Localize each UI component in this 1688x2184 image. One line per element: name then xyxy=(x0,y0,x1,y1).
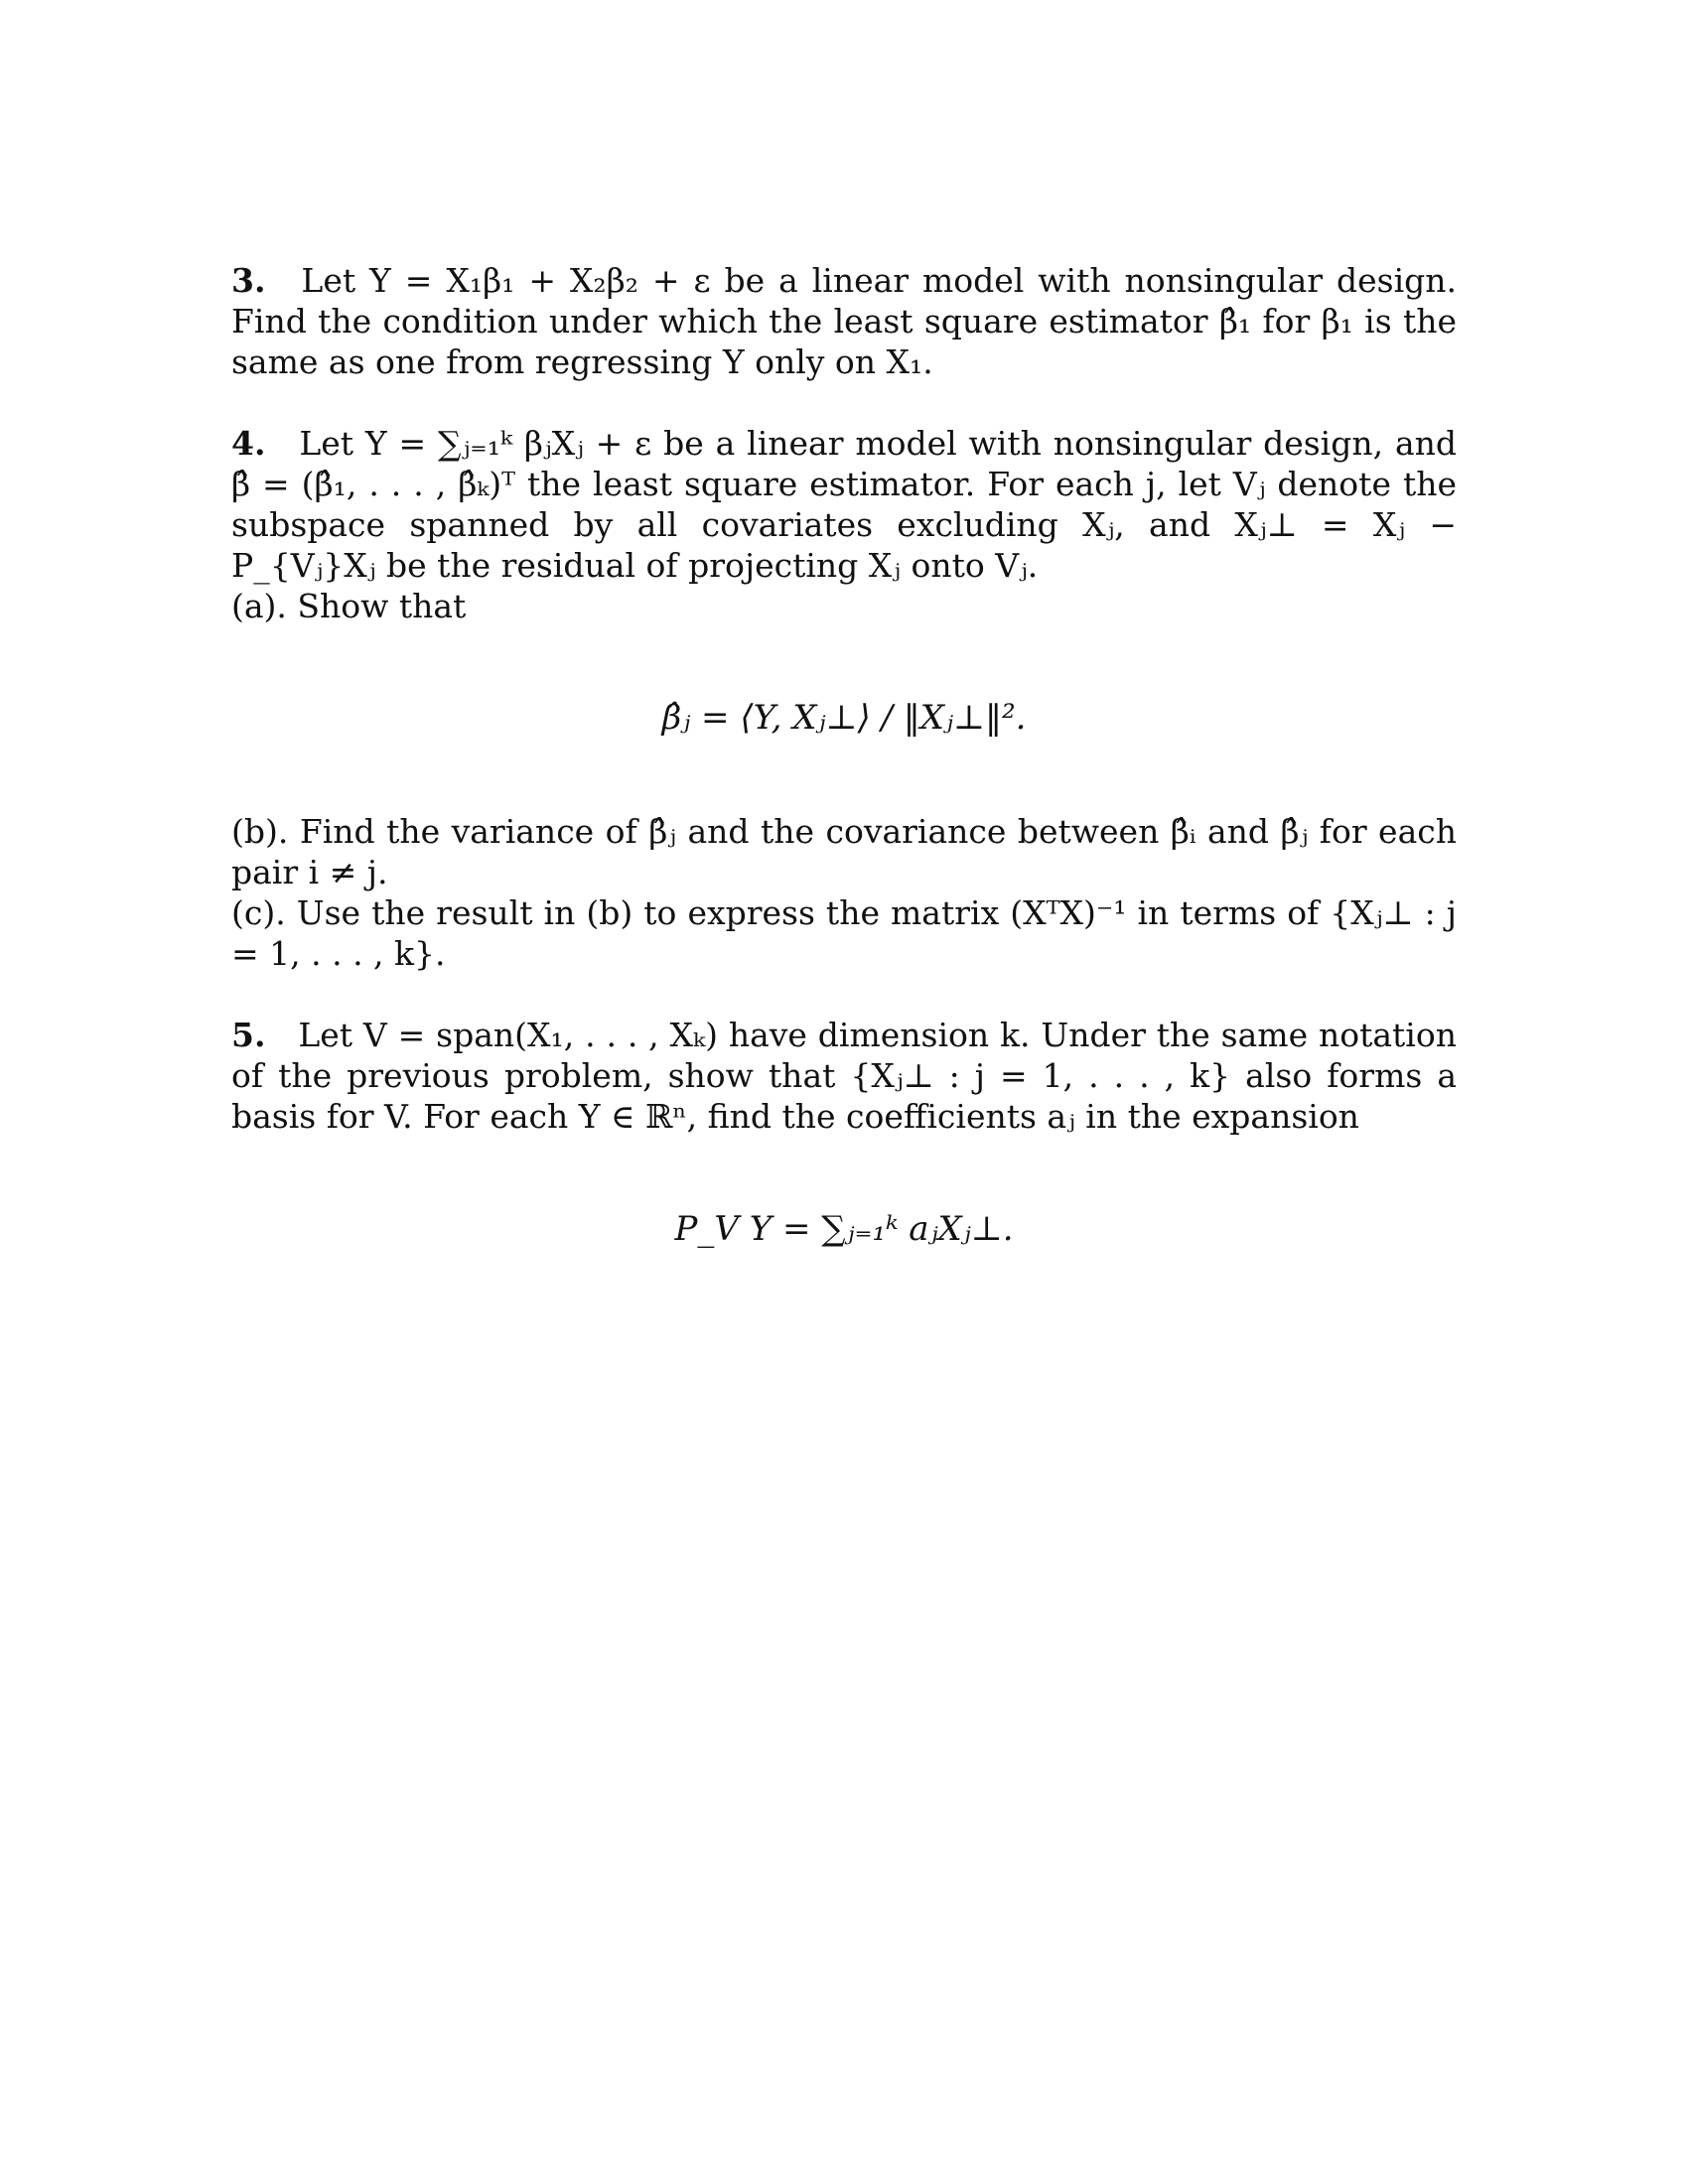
problem-4-number: 4. xyxy=(231,424,266,463)
problem-3-text: Let Y = X₁β₁ + X₂β₂ + ε be a linear model with nonsingular design. Find the condition under which the least square estimator β̂₁ for β₁ is the same as one from regressing Y only on X₁. xyxy=(231,261,1457,381)
equation-beta-hat-j: β̂ⱼ = ⟨Y, Xⱼ⊥⟩ / ‖Xⱼ⊥‖². xyxy=(661,698,1027,738)
equation-projection-expansion: P_V Y = ∑ⱼ₌₁ᵏ aⱼXⱼ⊥. xyxy=(674,1209,1014,1249)
problem-5 xyxy=(231,1015,1457,1137)
problem-4-part-b: (b). Find the variance of β̂ⱼ and the covariance between β̂ᵢ and β̂ⱼ for each pair i ≠ j. xyxy=(231,812,1457,891)
problem-4-part-c: (c). Use the result in (b) to express the matrix (XᵀX)⁻¹ in terms of {Xⱼ⊥ : j = 1, . . . , k}. xyxy=(231,893,1457,973)
problem-3-number: 3. xyxy=(231,261,266,300)
problem-4-part-a: (a). Show that xyxy=(231,587,467,625)
document-page xyxy=(231,260,1457,1282)
problem-4 xyxy=(231,423,1457,586)
problem-3 xyxy=(231,260,1457,382)
problem-5-text: Let V = span(X₁, . . . , Xₖ) have dimension k. Under the same notation of the previous problem, show that {Xⱼ⊥ : j = 1, . . . , k} also forms a basis for V. For each Y ∈ ℝⁿ, find the coefficients aⱼ in the expansion xyxy=(231,1016,1457,1136)
problem-5-number: 5. xyxy=(231,1016,266,1054)
problem-4-text: Let Y = ∑ⱼ₌₁ᵏ βⱼXⱼ + ε be a linear model with nonsingular design, and β̂ = (β̂₁, . . . , β̂ₖ)ᵀ the least square estimator. For each j, let Vⱼ denote the subspace spanned by all covariates excluding Xⱼ, and Xⱼ⊥ = Xⱼ − P_{Vⱼ}Xⱼ be the residual of projecting Xⱼ onto Vⱼ. xyxy=(231,424,1457,585)
